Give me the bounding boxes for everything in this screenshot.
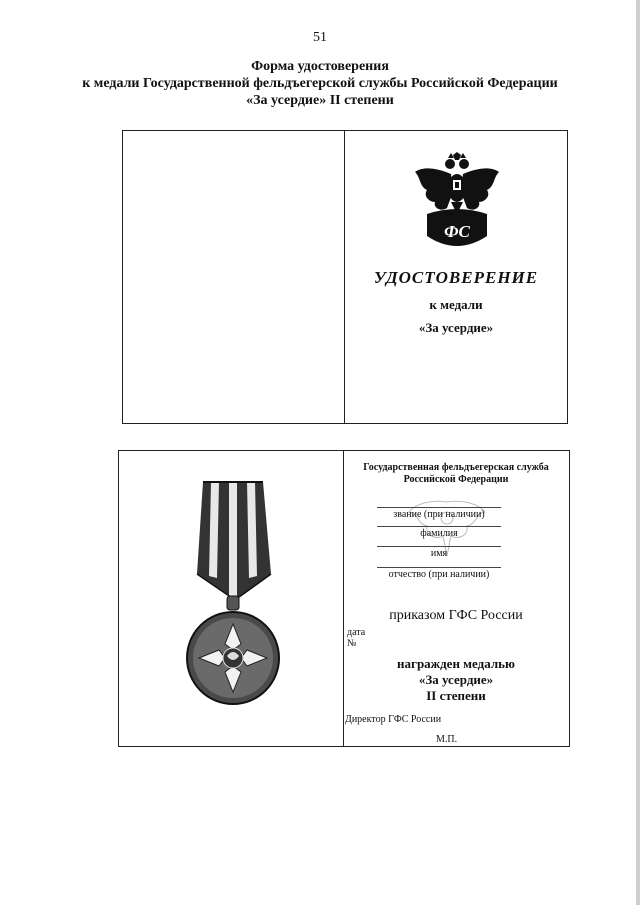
rank-label: звание (при наличии) [393,509,485,520]
heading-line-3: «За усердие» II степени [246,93,394,108]
service-name-line-2: Российской Федерации [403,474,509,485]
fs-emblem-icon [413,152,501,254]
page-number: 51 [313,30,327,45]
heading-line-1: Форма удостоверения [251,59,389,74]
emblem-text: ФС [444,222,470,241]
cover-medal-name: «За усердие» [418,320,494,335]
inner-fold [343,450,344,747]
awarded-line-1: награжден медалью [397,656,515,671]
date-label: дата [347,627,366,638]
scan-edge [636,0,640,905]
order-text: приказом ГФС России [389,608,523,623]
seal-label: М.П. [436,734,458,745]
surname-line [377,526,501,527]
name-label: имя [430,548,448,559]
awarded-line-3: II степени [426,688,486,703]
awarded-line-2: «За усердие» [418,672,494,687]
surname-label: фамилия [420,528,458,539]
service-name-line-1: Государственная фельдъегерская служба [363,462,549,473]
rank-line [377,507,501,508]
cover-title: УДОСТОВЕРЕНИЕ [373,268,539,287]
number-label: № [347,638,357,649]
medal-image [183,478,283,718]
name-line [377,546,501,547]
cover-subtitle: к медали [429,297,483,312]
director-label: Директор ГФС России [345,714,442,725]
cover-fold [344,130,345,424]
heading-line-2: к медали Государственной фельдъегерской службы Российской Федерации [82,76,558,91]
patronymic-line [377,567,501,568]
patronymic-label: отчество (при наличии) [388,569,490,580]
